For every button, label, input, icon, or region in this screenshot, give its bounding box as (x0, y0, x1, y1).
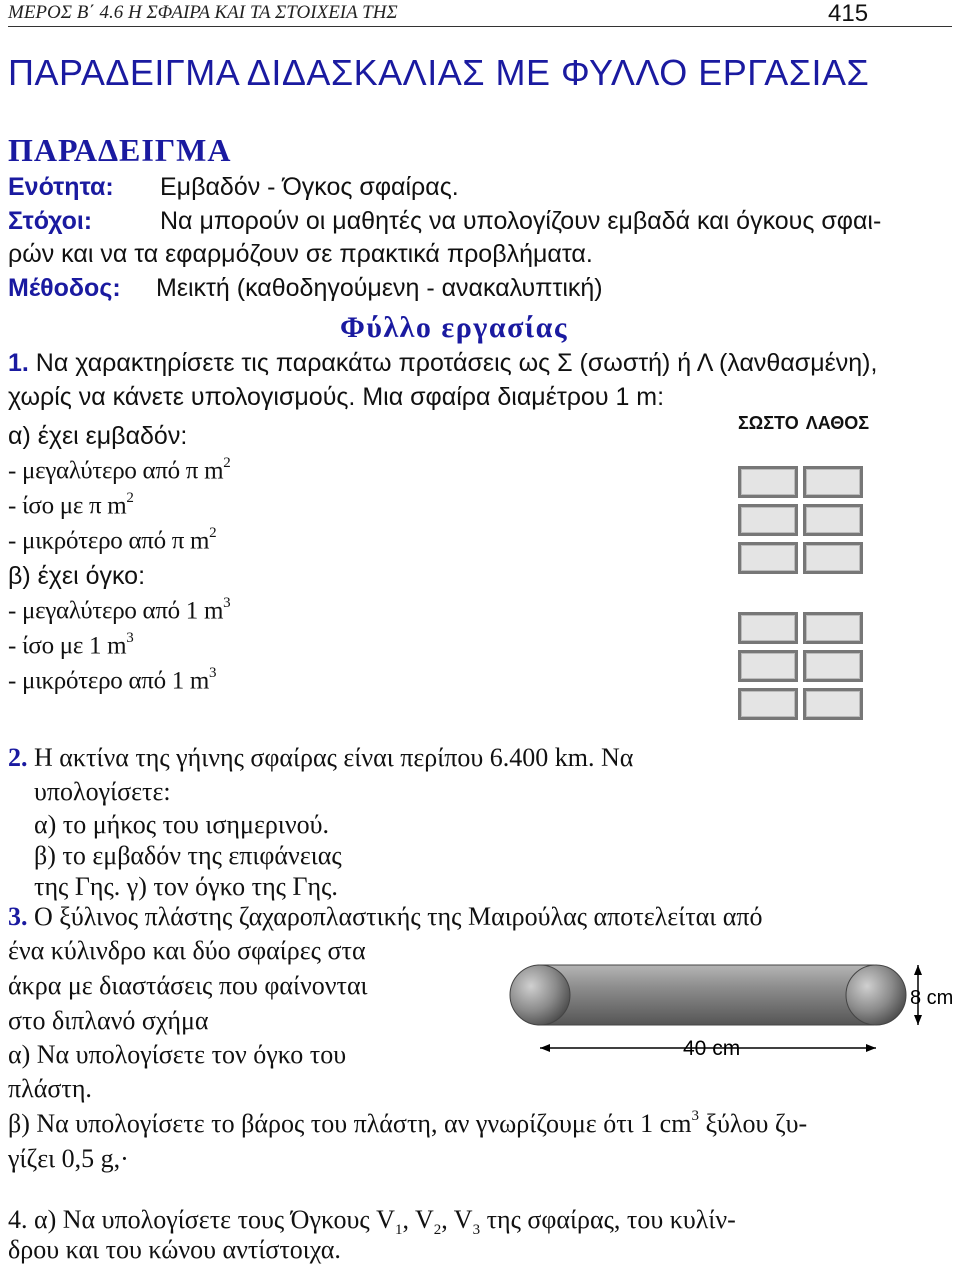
q1-a2: - ίσο με π m (8, 492, 127, 520)
q1-text-line1 (8, 349, 877, 378)
q1-a3: - μικρότερο από π m (8, 527, 210, 555)
q1-b2-text (8, 632, 133, 660)
height-label: 8 cm (910, 987, 954, 1009)
answer-box-b3-false[interactable] (803, 688, 863, 720)
answer-box-a1-true[interactable] (738, 466, 798, 498)
q4-line1b: της σφαίρας, του κυλίν- (480, 1205, 736, 1234)
page-title: ΠΑΡΑΔΕΙΓΜΑ ΔΙΔΑΣΚΑΛΙΑΣ ΜΕ ΦΥΛΛΟ ΕΡΓΑΣΙΑΣ (8, 52, 870, 93)
q1-b2-exp: 3 (126, 630, 134, 646)
length-arrow-left (540, 1044, 550, 1052)
answer-box-b1-false[interactable] (803, 612, 863, 644)
q3-line1: Ο ξύλινος πλάστης ζαχαροπλαστικής της Μαιρούλας αποτελείται από (27, 902, 763, 931)
page-number: 415 (828, 0, 869, 27)
q2-number: 2. (8, 743, 28, 772)
q2-line2: υπολογίσετε: (34, 777, 171, 806)
q3-line5: α) Να υπολογίσετε τον όγκο του (8, 1040, 347, 1069)
q1-line2: χωρίς να κάνετε υπολογισμούς. Μια σφαίρα διαμέτρου 1 m: (8, 383, 665, 411)
q2-text-line1 (8, 743, 633, 773)
q1-b3-exp: 3 (209, 665, 217, 681)
answer-box-b2-false[interactable] (803, 650, 863, 682)
q4-sep2: , V (441, 1205, 473, 1234)
goals-label: Στόχοι: (8, 207, 93, 235)
length-label: 40 cm (683, 1037, 741, 1060)
q1-b1-exp: 3 (223, 595, 231, 611)
example-heading: ΠΑΡΑΔΕΙΓΜΑ (8, 132, 232, 168)
q2-line4: β) το εμβαδόν της επιφάνειας (34, 841, 342, 870)
method-value: Μεικτή (καθοδηγούμενη - ανακαλυπτική) (156, 274, 603, 302)
unit-value: Εμβαδόν - Όγκος σφαίρας. (160, 173, 459, 201)
q3-text-line1 (8, 902, 763, 932)
q2-line3: α) το μήκος του ισημερινού. (34, 810, 329, 839)
q2-line5: της Γης. γ) τον όγκο της Γης. (34, 872, 338, 901)
running-title: ΜΕΡΟΣ Β΄ 4.6 Η ΣΦΑΙΡΑ ΚΑΙ ΤΑ ΣΤΟΙΧΕΙΑ ΤΗΣ (8, 2, 398, 23)
q1-b3-text (8, 667, 216, 695)
goals-line1: Να μπορούν οι μαθητές να υπολογίζουν εμβαδά και όγκους σφαι- (160, 207, 882, 235)
q4-line1a: 4. α) Να υπολογίσετε τους Όγκους V (8, 1205, 395, 1234)
goals-line2: ρών και να τα εφαρμόζουν σε πρακτικά προβλήματα. (8, 240, 593, 268)
q3-number: 3. (8, 902, 28, 931)
col-true-label: ΣΩΣΤΟ (738, 413, 799, 433)
q3-line7b: ξύλου ζυ- (698, 1109, 808, 1138)
method-label: Μέθοδος: (8, 274, 121, 302)
q1-a-heading: α) έχει εμβαδόν: (8, 422, 188, 450)
q3-line4: στο διπλανό σχήμα (8, 1006, 209, 1035)
rolling-pin-figure (478, 960, 956, 1070)
q2-line1: Η ακτίνα της γήινης σφαίρας είναι περίπου 6.400 km. Να (27, 743, 634, 772)
answer-box-b3-true[interactable] (738, 688, 798, 720)
height-arrow-top (914, 965, 922, 975)
answer-box-a3-false[interactable] (803, 542, 863, 574)
q3-line7-exp: 3 (691, 1108, 699, 1125)
answer-box-b1-true[interactable] (738, 612, 798, 644)
q1-b3: - μικρότερο από 1 m (8, 667, 210, 695)
q1-b1-text (8, 597, 230, 625)
unit-label: Ενότητα: (8, 173, 114, 201)
answer-box-b2-true[interactable] (738, 650, 798, 682)
height-arrow-bottom (914, 1015, 922, 1025)
q1-a3-text (8, 527, 216, 555)
rolling-pin-left-sphere (510, 965, 570, 1025)
q3-line3: άκρα με διαστάσεις που φαίνονται (8, 971, 368, 1000)
rolling-pin-cylinder (538, 965, 874, 1025)
q1-a1: - μεγαλύτερο από π m (8, 457, 224, 485)
answer-box-a3-true[interactable] (738, 542, 798, 574)
q4-v3-sub: 3 (472, 1222, 481, 1239)
q1-a2-text (8, 492, 134, 520)
q1-a1-exp: 2 (223, 455, 231, 471)
q1-a3-exp: 2 (209, 525, 217, 541)
rolling-pin-right-sphere (846, 965, 906, 1025)
q1-b1: - μεγαλύτερο από 1 m (8, 597, 224, 625)
q3-line2: ένα κύλινδρο και δύο σφαίρες στα (8, 936, 366, 965)
q1-b-heading: β) έχει όγκο: (8, 562, 146, 590)
answer-box-a2-true[interactable] (738, 504, 798, 536)
q3-line7 (8, 1109, 807, 1139)
answer-columns-header (738, 413, 869, 434)
q1-b2: - ίσο με 1 m (8, 632, 127, 660)
q1-a2-exp: 2 (126, 490, 134, 506)
q4-v1-sub: 1 (394, 1222, 403, 1239)
q1-number: 1. (8, 349, 29, 377)
answer-box-a1-false[interactable] (803, 466, 863, 498)
q3-line8: γίζει 0,5 g,· (8, 1144, 129, 1173)
q1-line1: Να χαρακτηρίσετε τις παρακάτω προτάσεις ως Σ (σωστή) ή Λ (λανθασμένη), (28, 349, 878, 377)
q1-a1-text (8, 457, 230, 485)
header-rule (8, 26, 952, 27)
q3-line7a: β) Να υπολογίσετε το βάρος του πλάστη, αν γνωρίζουμε ότι 1 cm (8, 1109, 692, 1138)
col-false-label: ΛΑΘΟΣ (805, 413, 870, 433)
q4-v2-sub: 2 (433, 1222, 442, 1239)
length-arrow-right (866, 1044, 876, 1052)
q4-line2: δρου και του κώνου αντίστοιχα. (8, 1235, 341, 1264)
answer-box-a2-false[interactable] (803, 504, 863, 536)
q3-line6: πλάστη. (8, 1074, 92, 1103)
q4-sep1: , V (402, 1205, 434, 1234)
worksheet-title: Φύλλο εργασίας (340, 311, 569, 344)
